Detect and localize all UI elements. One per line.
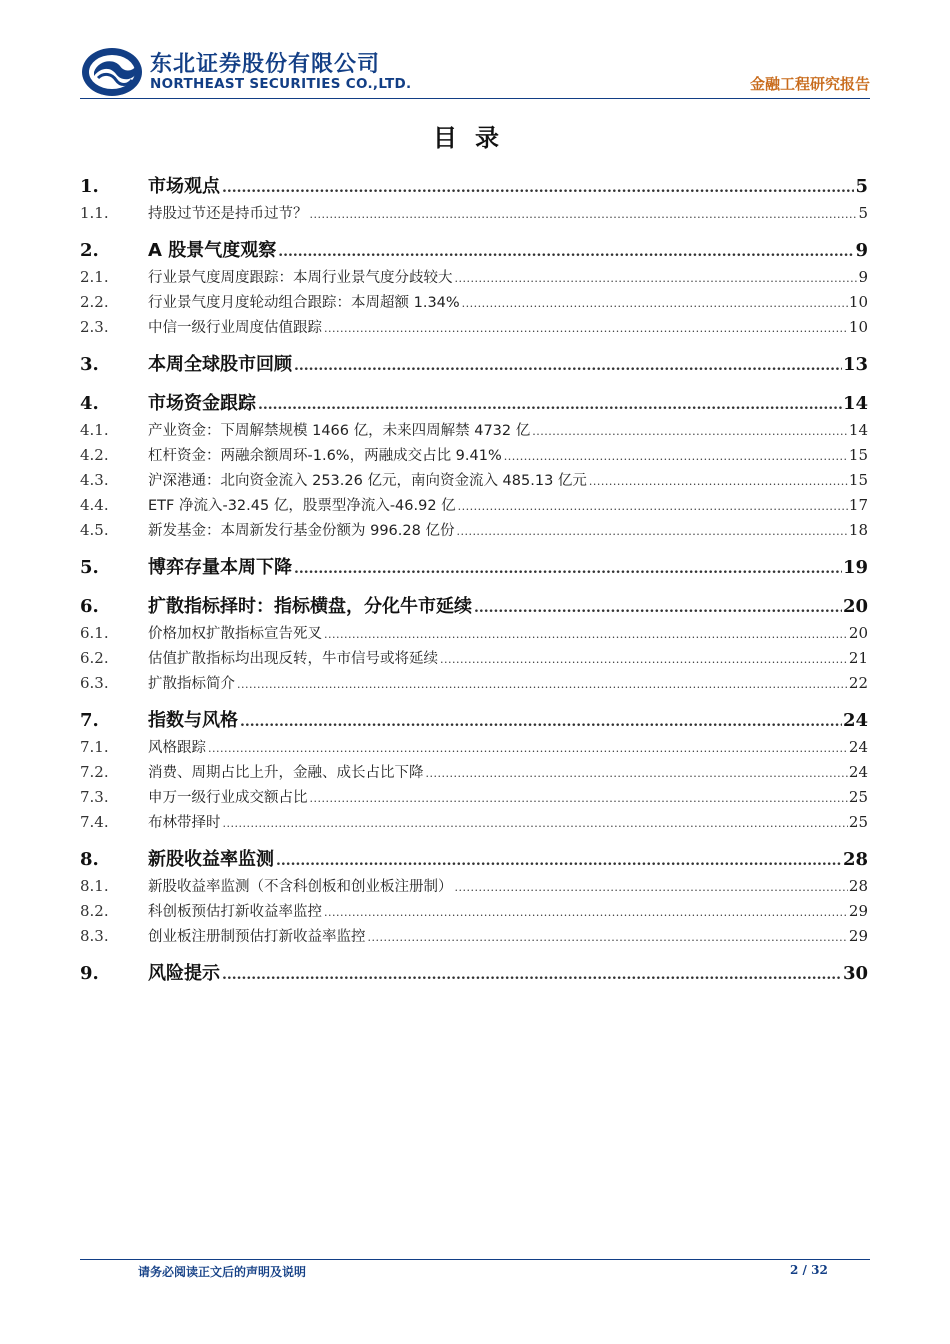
toc-entry-title: 市场观点 xyxy=(148,176,220,197)
toc-title: 目录 xyxy=(433,124,517,152)
toc-entry-number: 6.1. xyxy=(80,624,109,642)
toc-entry-page: 17 xyxy=(848,496,868,514)
toc-entry-page: 10 xyxy=(848,318,868,336)
toc-subsection-entry[interactable] xyxy=(80,291,868,316)
toc-entry-page: 9 xyxy=(858,268,868,286)
toc-entry-page: 14 xyxy=(842,393,868,414)
toc-dot-leader xyxy=(310,792,848,805)
toc-entry-page: 29 xyxy=(848,927,868,945)
toc-entry-page: 28 xyxy=(842,849,868,870)
toc-entry-title: 新股收益率监测 xyxy=(148,849,274,870)
header-divider xyxy=(80,98,870,99)
toc-dot-leader xyxy=(462,297,848,310)
toc-entry-title: 市场资金跟踪 xyxy=(148,393,256,414)
toc-entry-title: 持股过节还是持币过节？ xyxy=(148,206,308,222)
toc-entry-page: 9 xyxy=(855,240,868,261)
toc-entry-page: 25 xyxy=(848,813,868,831)
toc-entry-number: 4.3. xyxy=(80,471,109,489)
toc-dot-leader xyxy=(324,322,848,335)
toc-entry-number: 7.3. xyxy=(80,788,109,806)
toc-entry-number: 2.3. xyxy=(80,318,109,336)
toc-section-entry[interactable] xyxy=(80,706,868,736)
toc-entry-page: 10 xyxy=(848,293,868,311)
toc-entry-number: 4. xyxy=(80,393,99,414)
toc-entry-title: 布林带择时 xyxy=(148,815,221,831)
toc-entry-page: 20 xyxy=(842,596,868,617)
toc-subsection-entry[interactable] xyxy=(80,736,868,761)
report-type: 金融工程研究报告 xyxy=(749,75,870,93)
toc-entry-title: A 股景气度观察 xyxy=(148,240,277,261)
toc-entry-title: 扩散指标简介 xyxy=(148,676,235,692)
toc-entry-number: 4.2. xyxy=(80,446,109,464)
toc-entry-number: 7.4. xyxy=(80,813,109,831)
toc-entry-title: 估值扩散指标均出现反转，牛市信号或将延续 xyxy=(148,651,438,667)
toc-section-entry[interactable] xyxy=(80,592,868,622)
toc-subsection-entry[interactable] xyxy=(80,494,868,519)
toc-dot-leader xyxy=(223,817,848,830)
footer-divider xyxy=(80,1259,870,1260)
toc-subsection-entry[interactable] xyxy=(80,316,868,341)
toc-dot-leader xyxy=(324,906,848,919)
toc-entry-title: 扩散指标择时：指标横盘，分化牛市延续 xyxy=(148,596,472,617)
toc-entry-page: 5 xyxy=(855,176,868,197)
toc-entry-page: 20 xyxy=(848,624,868,642)
toc-entry-page: 25 xyxy=(848,788,868,806)
toc-entry-title: 产业资金：下周解禁规模 1466 亿，未来四周解禁 4732 亿 xyxy=(148,423,531,439)
toc-entry-title: 风格跟踪 xyxy=(148,740,206,756)
toc-entry-title: 行业景气度周度跟踪：本周行业景气度分歧较大 xyxy=(148,270,453,286)
toc-entry-number: 2.1. xyxy=(80,268,109,286)
toc-subsection-entry[interactable] xyxy=(80,900,868,925)
toc-entry-title: 博弈存量本周下降 xyxy=(148,557,292,578)
toc-entry-number: 4.5. xyxy=(80,521,109,539)
toc-section-entry[interactable] xyxy=(80,236,868,266)
toc-entry-number: 8.2. xyxy=(80,902,109,920)
toc-dot-leader xyxy=(294,358,842,374)
toc-dot-leader xyxy=(456,525,847,538)
toc-entry-number: 1.1. xyxy=(80,204,109,222)
toc-entry-page: 24 xyxy=(848,763,868,781)
toc-subsection-entry[interactable] xyxy=(80,925,868,950)
toc-dot-leader xyxy=(440,653,848,666)
toc-entry-title: 杠杆资金：两融余额周环-1.6%，两融成交占比 9.41% xyxy=(148,448,502,464)
toc-subsection-entry[interactable] xyxy=(80,444,868,469)
toc-dot-leader xyxy=(237,678,848,691)
toc-dot-leader xyxy=(589,475,848,488)
toc-entry-number: 3. xyxy=(80,354,99,375)
toc-entry-page: 15 xyxy=(848,471,868,489)
toc-entry-number: 7. xyxy=(80,710,99,731)
toc-entry-title: 中信一级行业周度估值跟踪 xyxy=(148,320,322,336)
toc-entry-title: 价格加权扩散指标宣告死叉 xyxy=(148,626,322,642)
toc-dot-leader xyxy=(222,967,842,983)
toc-subsection-entry[interactable] xyxy=(80,266,868,291)
toc-entry-title: 本周全球股市回顾 xyxy=(148,354,292,375)
company-name-cn: 东北证券股份有限公司 xyxy=(150,52,381,77)
toc-entry-number: 7.2. xyxy=(80,763,109,781)
toc-dot-leader xyxy=(258,397,842,413)
toc-section-entry[interactable] xyxy=(80,845,868,875)
toc-entry-number: 9. xyxy=(80,963,99,984)
toc-dot-leader xyxy=(294,561,842,577)
toc-entry-number: 8.1. xyxy=(80,877,109,895)
toc-entry-page: 19 xyxy=(842,557,868,578)
toc-subsection-entry[interactable] xyxy=(80,622,868,647)
toc-entry-number: 4.4. xyxy=(80,496,109,514)
toc-section-entry[interactable] xyxy=(80,350,868,380)
toc-subsection-entry[interactable] xyxy=(80,672,868,697)
toc-entry-page: 21 xyxy=(848,649,868,667)
toc-entry-page: 24 xyxy=(842,710,868,731)
toc-dot-leader xyxy=(208,742,848,755)
toc-entry-title: 风险提示 xyxy=(148,963,220,984)
toc-entry-page: 29 xyxy=(848,902,868,920)
toc-entry-title: 指数与风格 xyxy=(148,710,238,731)
northeast-securities-logo-icon xyxy=(80,46,144,98)
toc-entry-title: 消费、周期占比上升，金融、成长占比下降 xyxy=(148,765,424,781)
toc-entry-number: 6.2. xyxy=(80,649,109,667)
toc-entry-page: 5 xyxy=(858,204,868,222)
toc-subsection-entry[interactable] xyxy=(80,519,868,544)
toc-entry-title: 创业板注册制预估打新收益率监控 xyxy=(148,929,366,945)
toc-section-entry[interactable] xyxy=(80,959,868,989)
toc-entry-title: 科创板预估打新收益率监控 xyxy=(148,904,322,920)
page-header xyxy=(80,40,870,98)
toc-dot-leader xyxy=(222,180,854,196)
toc-entry-page: 28 xyxy=(848,877,868,895)
toc-entry-page: 18 xyxy=(848,521,868,539)
toc-entry-number: 8. xyxy=(80,849,99,870)
toc-entry-page: 15 xyxy=(848,446,868,464)
footer-disclaimer: 请务必阅读正文后的声明及说明 xyxy=(138,1265,307,1279)
toc-entry-page: 14 xyxy=(848,421,868,439)
toc-entry-title: 沪深港通：北向资金流入 253.26 亿元，南向资金流入 485.13 亿元 xyxy=(148,473,587,489)
toc-entry-page: 24 xyxy=(848,738,868,756)
table-of-contents xyxy=(80,172,868,989)
toc-subsection-entry[interactable] xyxy=(80,811,868,836)
toc-dot-leader xyxy=(532,425,848,438)
toc-entry-title: ETF 净流入-32.45 亿，股票型净流入-46.92 亿 xyxy=(148,498,456,514)
toc-entry-title: 新股收益率监测（不含科创板和创业板注册制） xyxy=(148,879,453,895)
toc-section-entry[interactable] xyxy=(80,172,868,202)
toc-entry-number: 5. xyxy=(80,557,99,578)
toc-dot-leader xyxy=(504,450,848,463)
toc-section-entry[interactable] xyxy=(80,553,868,583)
toc-subsection-entry[interactable] xyxy=(80,786,868,811)
toc-dot-leader xyxy=(368,931,848,944)
toc-entry-number: 8.3. xyxy=(80,927,109,945)
toc-entry-page: 13 xyxy=(842,354,868,375)
toc-subsection-entry[interactable] xyxy=(80,202,868,227)
toc-dot-leader xyxy=(455,881,848,894)
toc-dot-leader xyxy=(324,628,848,641)
toc-entry-number: 2.2. xyxy=(80,293,109,311)
toc-subsection-entry[interactable] xyxy=(80,469,868,494)
toc-dot-leader xyxy=(455,272,858,285)
toc-entry-page: 30 xyxy=(842,963,868,984)
toc-subsection-entry[interactable] xyxy=(80,419,868,444)
toc-section-entry[interactable] xyxy=(80,389,868,419)
toc-subsection-entry[interactable] xyxy=(80,875,868,900)
toc-entry-title: 行业景气度月度轮动组合跟踪：本周超额 1.34% xyxy=(148,295,460,311)
toc-dot-leader xyxy=(426,767,848,780)
toc-dot-leader xyxy=(458,500,848,513)
toc-dot-leader xyxy=(276,853,842,869)
toc-entry-number: 6. xyxy=(80,596,99,617)
page-number: 2 / 32 xyxy=(790,1263,828,1277)
toc-dot-leader xyxy=(278,244,854,260)
toc-entry-title: 申万一级行业成交额占比 xyxy=(148,790,308,806)
toc-entry-number: 7.1. xyxy=(80,738,109,756)
toc-entry-number: 1. xyxy=(80,176,99,197)
toc-entry-number: 6.3. xyxy=(80,674,109,692)
toc-dot-leader xyxy=(310,208,858,221)
toc-entry-number: 4.1. xyxy=(80,421,109,439)
toc-dot-leader xyxy=(474,600,842,616)
toc-entry-number: 2. xyxy=(80,240,99,261)
toc-entry-title: 新发基金：本周新发行基金份额为 996.28 亿份 xyxy=(148,523,455,539)
toc-dot-leader xyxy=(240,714,842,730)
toc-entry-page: 22 xyxy=(848,674,868,692)
toc-subsection-entry[interactable] xyxy=(80,761,868,786)
company-name-en: NORTHEAST SECURITIES CO.,LTD. xyxy=(150,76,412,92)
toc-subsection-entry[interactable] xyxy=(80,647,868,672)
